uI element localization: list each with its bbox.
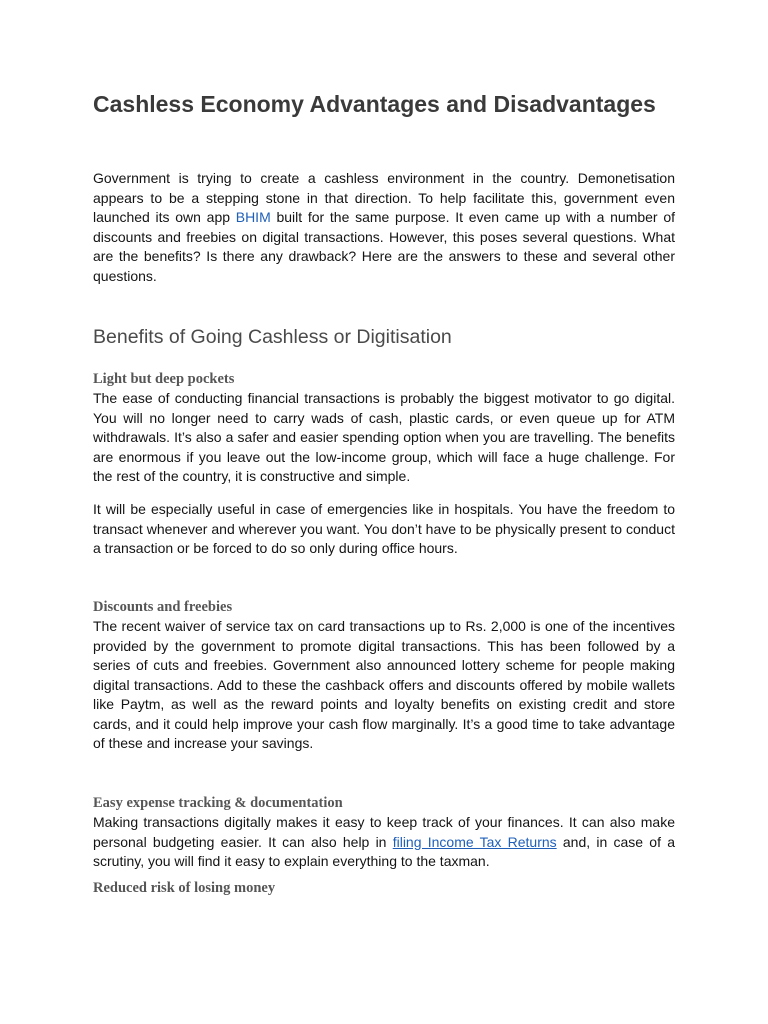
light-pockets-paragraph-2: It will be especially useful in case of emergencies like in hospitals. You have the freedom to transact whenever and wherever you want. You don’t have to be physically present to conduct a transaction or be forced to do so only during office hours. (93, 501, 675, 556)
intro-paragraph (93, 169, 675, 286)
expense-paragraph (93, 813, 675, 872)
article-title: Cashless Economy Advantages and Disadvantages (93, 91, 656, 117)
expense-heading: Easy expense tracking & documentation (93, 795, 343, 811)
income-tax-returns-link[interactable]: filing Income Tax Returns (392, 833, 557, 850)
discounts-paragraph: The recent waiver of service tax on card transactions up to Rs. 2,000 is one of the incentives provided by the government to promote digital transactions. This has been followed by a series of cuts and freebies. Government also announced lottery scheme for people making digital transactions. Add to these the cashback offers and discounts offered by mobile wallets like Paytm, as well as the reward points and loyalty benefits on existing credit and store cards, and it could help improve your cash flow marginally. It’s a good time to take advantage of these and increase your savings. (93, 618, 675, 751)
risk-heading: Reduced risk of losing money (93, 880, 276, 896)
light-pockets-paragraph-1: The ease of conducting financial transactions is probably the biggest motivator to go digital. You will no longer need to carry wads of cash, plastic cards, or even queue up for ATM withdrawals. It’s also a safer and easier spending option when you are travelling. The benefits are enormous if you leave out the low-income group, which will face a huge challenge. For the rest of the country, it is constructive and simple. (93, 390, 675, 484)
light-pockets-heading: Light but deep pockets (93, 371, 235, 387)
bhim-link[interactable]: BHIM (235, 209, 271, 225)
expense-text-after: and, in case of a scrutiny, you will find it easy to explain everything to the taxman. (93, 833, 675, 869)
light-pockets-section (93, 370, 675, 487)
risk-section (93, 879, 675, 898)
discounts-section (93, 598, 675, 754)
expense-section (93, 794, 675, 872)
intro-text-after: built for the same purpose. It even came up with a number of discounts and freebies on digital transactions. However, this poses several questions. What are the benefits? Is there any drawback? Here are the answers to these and several other questions. (93, 209, 675, 284)
section-heading-benefits: Benefits of Going Cashless or Digitisation (93, 326, 452, 348)
emergencies-section (93, 500, 675, 559)
discounts-heading: Discounts and freebies (93, 599, 233, 615)
expense-text-before: Making transactions digitally makes it easy to keep track of your finances. It can also make personal budgeting easier. It can also help in (93, 814, 675, 850)
intro-text-before: Government is trying to create a cashless environment in the country. Demonetisation appears to be a stepping stone in that direction. To help facilitate this, government even launched its own app (93, 170, 675, 225)
